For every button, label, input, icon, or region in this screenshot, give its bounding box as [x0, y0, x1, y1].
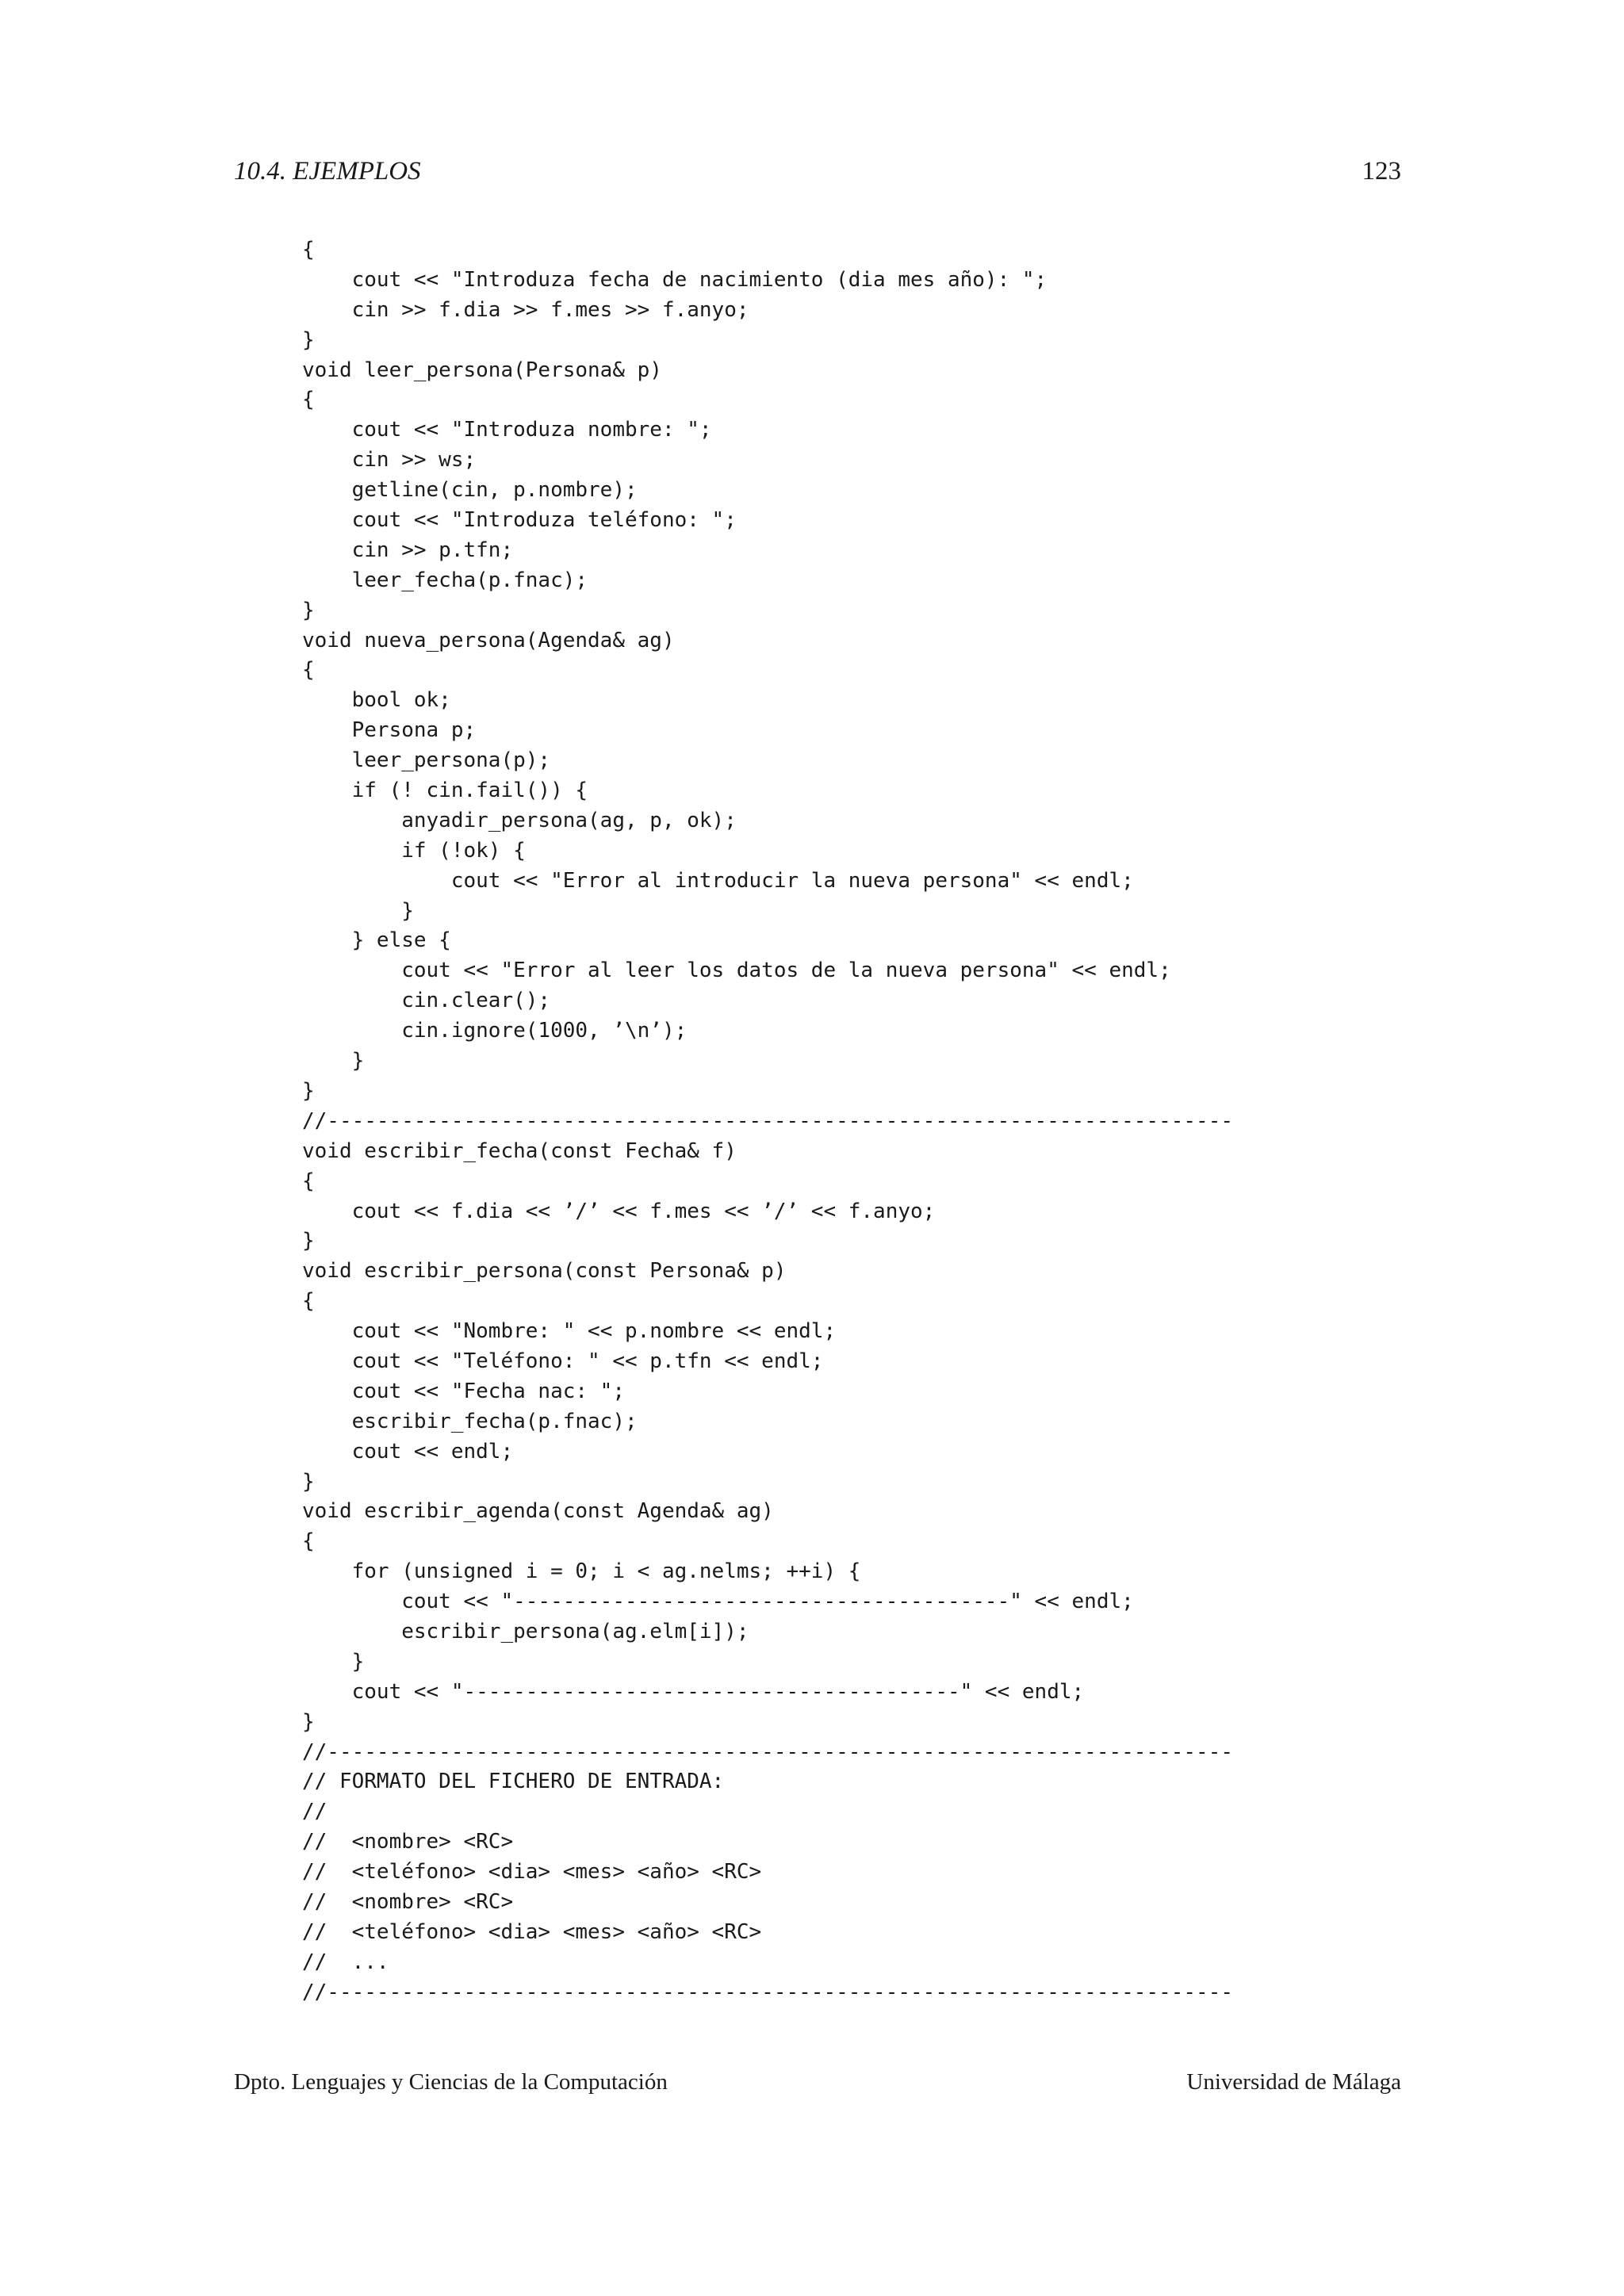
code-line: cout << f.dia << ’/’ << f.mes << ’/’ << f.anyo;: [302, 1199, 936, 1223]
code-line: void leer_persona(Persona& p): [302, 358, 662, 382]
code-line: Persona p;: [302, 718, 477, 743]
code-line: cout << "Introduza fecha de nacimiento (dia mes año): ";: [302, 267, 1048, 292]
code-line: //-------------------------------------------------------------------------: [302, 1739, 1233, 1764]
code-line: cout << endl;: [302, 1439, 514, 1464]
code-line: }: [302, 898, 414, 923]
code-line: {: [302, 388, 315, 412]
code-line: for (unsigned i = 0; i < ag.nelms; ++i) {: [302, 1559, 861, 1584]
code-line: escribir_persona(ag.elm[i]);: [302, 1619, 749, 1644]
code-line: {: [302, 1529, 315, 1554]
code-line: cout << "Introduza nombre: ";: [302, 418, 712, 442]
code-line: // <nombre> <RC>: [302, 1830, 514, 1854]
page-number: 123: [1362, 157, 1401, 186]
footer-university: Universidad de Málaga: [1186, 2069, 1401, 2095]
code-line: if (! cin.fail()) {: [302, 779, 588, 803]
code-line: // <nombre> <RC>: [302, 1889, 514, 1914]
code-line: void escribir_persona(const Persona& p): [302, 1259, 787, 1284]
code-line: }: [302, 1229, 315, 1253]
code-line: // <teléfono> <dia> <mes> <año> <RC>: [302, 1860, 762, 1885]
code-line: void nueva_persona(Agenda& ag): [302, 628, 675, 652]
page-footer: [234, 2069, 1401, 2104]
code-line: cin >> p.tfn;: [302, 538, 514, 562]
code-line: {: [302, 658, 315, 683]
code-line: cout << "Teléfono: " << p.tfn << endl;: [302, 1349, 824, 1373]
code-line: }: [302, 327, 315, 352]
code-line: cout << "----------------------------------------" << endl;: [302, 1590, 1134, 1614]
code-line: {: [302, 238, 315, 262]
code-line: cout << "----------------------------------------" << endl;: [302, 1679, 1085, 1704]
code-line: void escribir_fecha(const Fecha& f): [302, 1138, 737, 1163]
code-line: }: [302, 1709, 315, 1734]
code-line: cout << "Error al leer los datos de la nueva persona" << endl;: [302, 959, 1171, 983]
code-line: getline(cin, p.nombre);: [302, 478, 638, 503]
code-line: {: [302, 1289, 315, 1314]
code-line: if (!ok) {: [302, 838, 526, 863]
code-line: cin >> f.dia >> f.mes >> f.anyo;: [302, 297, 749, 322]
page-header: [234, 157, 1401, 195]
code-line: anyadir_persona(ag, p, ok);: [302, 808, 737, 832]
code-line: {: [302, 1169, 315, 1193]
code-line: cout << "Fecha nac: ";: [302, 1379, 625, 1403]
code-listing: [302, 235, 1233, 2008]
code-line: cout << "Error al introducir la nueva persona" << endl;: [302, 868, 1134, 893]
code-line: // ...: [302, 1950, 389, 1974]
code-line: escribir_fecha(p.fnac);: [302, 1409, 638, 1433]
code-line: cout << "Introduza teléfono: ";: [302, 508, 737, 533]
code-line: // <teléfono> <dia> <mes> <año> <RC>: [302, 1919, 762, 1944]
code-line: //-------------------------------------------------------------------------: [302, 1108, 1233, 1133]
code-line: bool ok;: [302, 688, 451, 713]
code-line: //-------------------------------------------------------------------------: [302, 1980, 1233, 2004]
code-line: } else {: [302, 928, 451, 953]
code-line: leer_persona(p);: [302, 748, 551, 773]
code-line: void escribir_agenda(const Agenda& ag): [302, 1499, 774, 1524]
code-line: cout << "Nombre: " << p.nombre << endl;: [302, 1319, 837, 1344]
code-line: //: [302, 1800, 327, 1824]
code-line: cin.clear();: [302, 989, 551, 1013]
code-line: }: [302, 1049, 365, 1073]
code-line: cin.ignore(1000, ’\n’);: [302, 1019, 688, 1043]
code-line: leer_fecha(p.fnac);: [302, 568, 588, 592]
code-line: }: [302, 1078, 315, 1103]
code-line: }: [302, 1649, 365, 1674]
section-title: 10.4. EJEMPLOS: [234, 157, 421, 186]
code-line: }: [302, 1469, 315, 1494]
code-line: // FORMATO DEL FICHERO DE ENTRADA:: [302, 1770, 725, 1794]
footer-department: Dpto. Lenguajes y Ciencias de la Computación: [234, 2069, 668, 2095]
code-line: }: [302, 598, 315, 622]
code-line: cin >> ws;: [302, 448, 477, 473]
